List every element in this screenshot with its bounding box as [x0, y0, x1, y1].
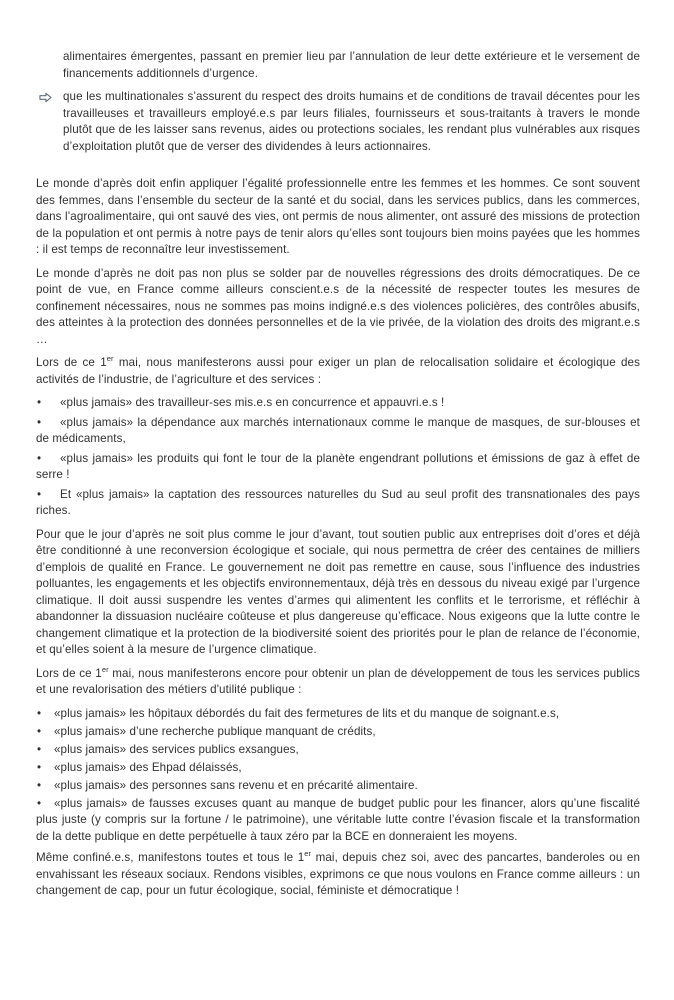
bullet-list-item — [36, 760, 640, 777]
arrow-list-item — [36, 89, 640, 155]
bullet-icon: • — [37, 760, 42, 774]
paragraph — [36, 176, 640, 259]
text-run: que les multinationales s’assurent du respect des droits humains et de conditions de travail décentes pour les travailleuses et travailleurs employé.e.s par leurs filiales, fournisseurs et sous-traitants à travers le monde plutôt que de les laisser sans revenus, aides ou protections sociales, les rendant plus vulnérables aux risques d’exploitation plutôt que de verser des dividendes à leurs actionnaires. — [63, 90, 640, 153]
bullet-icon: • — [37, 706, 42, 720]
continuation-paragraph — [63, 49, 640, 82]
bullet-list-item — [36, 796, 640, 846]
superscript-text: er — [304, 849, 312, 859]
paragraph-spacer — [36, 162, 640, 176]
text-run: Même confiné.e.s, manifestons toutes et tous le 1 — [36, 851, 305, 864]
text-run: Le monde d’après doit enfin appliquer l’égalité professionnelle entre les femmes et les hommes. Ce sont souvent des femmes, dans l’ensemble du secteur de la santé et du social, dans les services publics, dans les commerces, dans l’agroalimentaire, qui ont sauvé des vies, ont permis de nous alimenter, ont assuré des missions de protection de la population et ont permis à notre pays de tenir alors qu’elles sont toujours bien moins payées que les hommes : il est temps de reconnaître leur investissement. — [36, 177, 640, 256]
text-run: «plus jamais» d’une recherche publique manquant de crédits, — [54, 724, 376, 738]
bullet-list-item — [36, 706, 640, 723]
text-run: «plus jamais» des services publics exsangues, — [54, 742, 299, 756]
paragraph — [36, 850, 640, 900]
paragraph — [36, 355, 640, 388]
bullet-list-item — [36, 395, 640, 412]
text-run: mai, nous manifesterons aussi pour exiger un plan de relocalisation solidaire et écologique des activités de l’industrie, de l’agriculture et des services : — [36, 356, 640, 386]
bullet-icon: • — [37, 487, 42, 501]
text-run: Lors de ce 1 — [36, 666, 102, 680]
bullet-icon: • — [37, 796, 42, 810]
bullet-icon: • — [37, 742, 42, 756]
text-run: «plus jamais» des travailleur-ses mis.e.s en concurrence et appauvri.e.s ! — [60, 396, 445, 409]
bullet-list-item — [36, 778, 640, 795]
bullet-list-item — [36, 415, 640, 448]
text-run: alimentaires émergentes, passant en premier lieu par l’annulation de leur dette extérieure et le versement de financements additionnels d’urgence. — [63, 50, 640, 80]
text-run: «plus jamais» des personnes sans revenu et en précarité alimentaire. — [54, 778, 418, 792]
text-run: mai, nous manifesterons encore pour obtenir un plan de développement de tous les services publics et une revalorisation des métiers d'utilité publique : — [36, 666, 640, 696]
bullet-list-item — [36, 724, 640, 741]
text-run: «plus jamais» les hôpitaux débordés du fait des fermetures de lits et du manque de soignant.e.s, — [54, 706, 560, 720]
paragraph — [36, 666, 640, 699]
text-run: Et «plus jamais» la captation des ressources naturelles du Sud au seul profit des transnationales des pays riches. — [36, 487, 640, 517]
bullet-icon: • — [37, 396, 42, 409]
bullet-icon: • — [37, 415, 42, 429]
bullet-list-item — [36, 742, 640, 759]
superscript-text: er — [101, 664, 109, 674]
text-run: «plus jamais» les produits qui font le tour de la planète engendrant pollutions et émissions de gaz à effet de serre ! — [36, 451, 640, 481]
text-run: Pour que le jour d’après ne soit plus comme le jour d’avant, tout soutien public aux entreprises doit d’ores et déjà être conditionné à une reconversion écologique et sociale, qui nous permettra de créer des centaines de milliers d’emplois de qualité en France. Le gouvernement ne doit pas remettre en cause, sous l’influence des industries polluantes, les engagements et les objectifs environnementaux, déjà très en dessous du niveau exigé par l’urgence climatique. Il doit aussi suspendre les ventes d’armes qui alimentent les conflits et le terrorisme, et réfléchir à abandonner la dissuasion nucléaire coûteuse et plus dangereuse qu’efficace. Nous exigeons que la lutte contre le changement climatique et la protection de la biodiversité soient des priorités pour le plan de relance de l’économie, et qu’elles soient à la mesure de l’urgence climatique. — [36, 527, 640, 656]
text-run: «plus jamais» des Ehpad délaissés, — [54, 760, 242, 774]
text-run: mai, depuis chez soi, avec des pancartes, banderoles ou en envahissant les réseaux sociaux. Rendons visibles, exprimons ce que nous voulons en France comme ailleurs : un changement de cap, pour un futur écologique, social, féministe et démocratique ! — [36, 851, 640, 897]
bullet-icon: • — [37, 724, 42, 738]
bullet-icon: • — [37, 451, 42, 465]
text-run: «plus jamais» de fausses excuses quant au manque de budget public pour les financer, alors qu’une fiscalité plus juste (y compris sur la fortune / le patrimoine), une véritable lutte contre l’évasion fiscale et la transformation de la dette publique en dette perpétuelle à taux zéro par la BCE en donneraient les moyens. — [36, 796, 640, 843]
right-arrow-icon — [39, 92, 52, 103]
paragraph — [36, 266, 640, 349]
bullet-list-item — [36, 487, 640, 520]
text-run: Le monde d’après ne doit pas non plus se solder par de nouvelles régressions des droits démocratiques. De ce point de vue, en France comme ailleurs conscient.e.s de la nécessité de respecter toutes les mesures de confinement nécessaires, nous ne sommes pas moins indigné.e.s des violences policières, des contrôles abusifs, des atteintes à la protection des données personnelles et de la vie privée, de la violation des droits des migrant.e.s … — [36, 266, 640, 346]
bullet-icon: • — [37, 778, 42, 792]
text-run: «plus jamais» la dépendance aux marchés internationaux comme le manque de masques, de sur-blouses et de médicaments, — [36, 415, 640, 445]
superscript-text: er — [106, 354, 114, 364]
paragraph — [36, 527, 640, 659]
bullet-list-item — [36, 451, 640, 484]
text-run: Lors de ce 1 — [36, 356, 107, 369]
document-content — [36, 49, 640, 900]
